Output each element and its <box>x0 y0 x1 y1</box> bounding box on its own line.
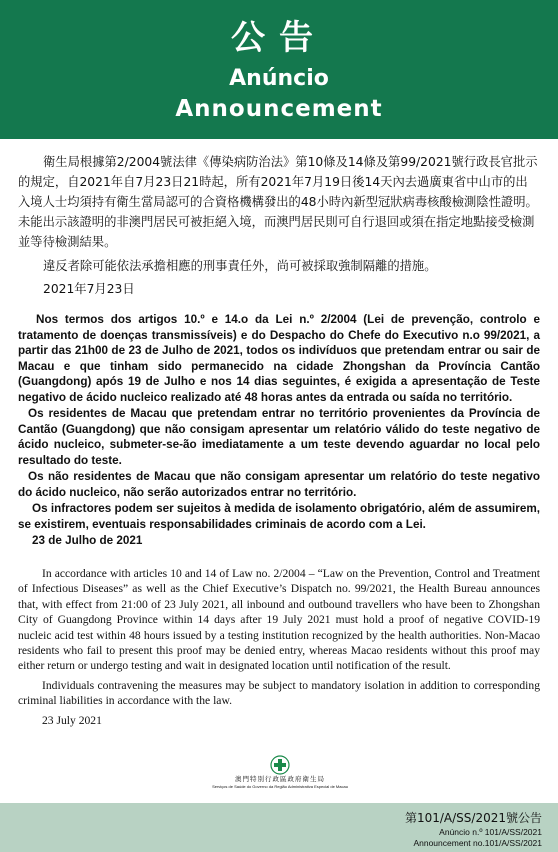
title-chinese: 公告 <box>231 18 327 58</box>
reference-english: Announcement no.101/A/SS/2021 <box>413 838 542 848</box>
portuguese-paragraph-3: Os não residentes de Macau que não consigam apresentar um relatório do teste negativo do ácido nucleico, não serão autorizados entrar no território. <box>18 470 540 499</box>
health-bureau-logo <box>205 755 355 805</box>
portuguese-paragraph-2: Os residentes de Macau que pretendam entrar no território provenientes da Província de Cantão (Guangdong) que não consigam apresentar um relatório válido do teste negativo de ácido nucleico, submeter-se-ão imediatamente a um teste devendo aguardar no local pelo resultado do teste. <box>18 407 540 467</box>
english-paragraph-2: Individuals contravening the measures may be subject to mandatory isolation in addition to corresponding criminal liabilities in accordance with the law. <box>18 678 540 708</box>
reference-chinese: 第101/A/SS/2021號公告 <box>404 811 542 825</box>
announcement-header <box>0 0 558 139</box>
health-bureau-emblem-icon <box>270 755 290 775</box>
reference-footer <box>0 803 558 852</box>
portuguese-section <box>18 312 540 549</box>
chinese-paragraph-1: 衛生局根據第2/2004號法律《傳染病防治法》第10條及14條及第99/2021號行政長官批示的規定，自2021年自7月23日21時起，所有2021年7月19日後14天內去過廣東省中山市的出入境人士均須持有衛生當局認可的合資格機構發出的48小時內新型冠狀病毒核酸檢測陰性證明。未能出示該證明的非澳門居民可被拒絕入境，而澳門居民則可自行退回或須在指定地點接受檢測並等待檢測結果。 <box>18 155 538 249</box>
reference-portuguese: Anúncio n.º 101/A/SS/2021 <box>439 827 542 837</box>
logo-name-portuguese: Serviços de Saúde do Governo da Região Administrativa Especial de Macau <box>212 784 348 789</box>
english-section <box>18 566 540 728</box>
title-english: Announcement <box>175 96 383 122</box>
title-portuguese: Anúncio <box>229 66 329 91</box>
portuguese-date: 23 de Julho de 2021 <box>32 534 143 547</box>
chinese-section <box>18 152 540 299</box>
portuguese-paragraph-1: Nos termos dos artigos 10.º e 14.o da Lei n.º 2/2004 (Lei de prevenção, controlo e tratamento de doenças transmissíveis) e do Despacho do Chefe do Executivo n.o 99/2021, a partir das 21h00 de 23 de Julho de 2021, todos os indivíduos que pretendam entrar ou sair de Macau e que tinham sido permanecido na cidade Zhongshan da Província Cantão (Guangdong) após 19 de Julho e nos 14 dias seguintes, é exigida a apresentação de Teste negativo de ácido nucleico realizado até 48 horas antes da entrada ou saída no território. <box>18 313 540 404</box>
logo-name-chinese: 澳門特別行政區政府衛生局 <box>235 775 325 783</box>
portuguese-paragraph-4: Os infractores podem ser sujeitos à medida de isolamento obrigatório, além de assumirem, se existirem, eventuais responsabilidades criminais de acordo com a Lei. <box>18 502 540 531</box>
chinese-date: 2021年7月23日 <box>43 282 135 296</box>
english-date: 23 July 2021 <box>42 713 102 727</box>
english-paragraph-1: In accordance with articles 10 and 14 of Law no. 2/2004 – “Law on the Prevention, Control and Treatment of Infectious Diseases” as well as the Chief Executive’s Dispatch no. 99/2021, the Health Bureau announces that, with effect from 21:00 of 23 July 2021, all inbound and outbound travellers who have been to Zhongshan City of Guangdong Province within 14 days after 19 July 2021 must hold a proof of negative COVID-19 nucleic acid test within 48 hours issued by a testing institution recognized by the health authorities. Non-Macao residents who fail to present this proof may be denied entry, whereas Macao residents without this proof may either return or undergo testing and wait in designated location until notification of the result. <box>18 567 540 673</box>
chinese-paragraph-2: 違反者除可能依法承擔相應的刑事責任外，尚可被採取強制隔離的措施。 <box>43 259 437 273</box>
